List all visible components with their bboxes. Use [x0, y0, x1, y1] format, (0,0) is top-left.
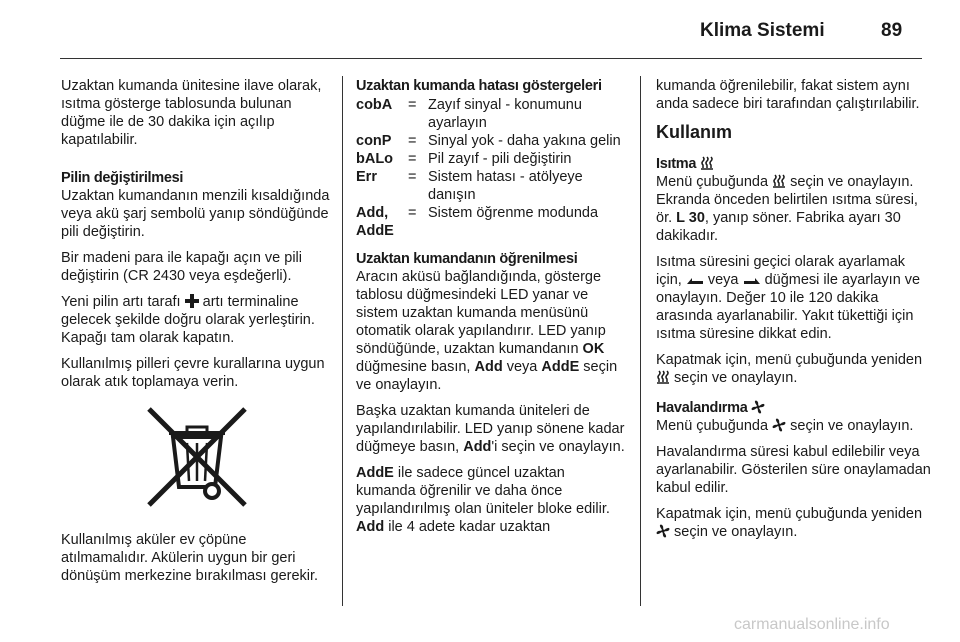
- column-middle: [356, 77, 628, 544]
- crossed-out-bin-icon: [147, 407, 247, 507]
- error-code: cobA: [356, 97, 393, 113]
- fan-icon: [656, 524, 670, 538]
- error-code-table: [356, 96, 628, 240]
- table-row: conP = Sinyal yok - daha yakına gelin: [356, 132, 628, 150]
- error-code: Err: [356, 169, 377, 185]
- minus-arrow-icon: [686, 276, 704, 286]
- error-description: Sistem öğrenme modunda: [428, 205, 599, 221]
- column-right: [656, 77, 932, 549]
- plus-arrow-icon: [743, 276, 761, 286]
- subheading-ventilation: Havalandırma: [656, 399, 932, 417]
- paragraph: kumanda öğrenilebilir, fakat sistem aynı anda sadece biri tarafından çalıştırılabilir.: [656, 78, 920, 112]
- paragraph: Kapatmak için, menü çubuğunda yeniden seçin ve onaylayın.: [656, 506, 923, 540]
- subheading-heating: Isıtma: [656, 155, 932, 173]
- header-title: Klima Sistemi: [700, 20, 825, 41]
- paragraph: Kapatmak için, menü çubuğunda yeniden seçin ve onaylayın.: [656, 352, 923, 386]
- header-divider: [60, 58, 922, 59]
- table-row: bALo = Pil zayıf - pili değiştirin: [356, 150, 628, 168]
- paragraph: Uzaktan kumandanın menzili kısaldığında veya akü şarj sembolü yanıp söndüğünde pili değiştirin.: [61, 188, 330, 240]
- paragraph: Kullanılmış pilleri çevre kurallarına uygun olarak atık toplamaya verin.: [61, 356, 325, 390]
- page-number: 89: [881, 20, 903, 41]
- column-divider: [342, 76, 343, 606]
- table-row: Err = Sistem hatası - atölyeye danışın: [356, 168, 628, 204]
- heating-icon: [656, 370, 670, 384]
- paragraph: Kullanılmış aküler ev çöpüne atılmamalıdır. Akülerin uygun bir geri dönüşüm merkezine bırakılması gerekir.: [61, 532, 319, 584]
- heating-icon: [772, 174, 786, 188]
- paragraph: Menü çubuğunda seçin ve onaylayın. Ekranda önceden belirtilen ısıtma süresi, ör. L 30, yanıp söner. Fabrika ayarı 30 dakikadır.: [656, 174, 918, 244]
- section-heading-usage: Kullanım: [656, 122, 733, 142]
- error-description: Zayıf sinyal - konumunu ayarlayın: [428, 97, 582, 131]
- section-heading-battery: Pilin değiştirilmesi: [61, 170, 184, 186]
- heating-icon: [700, 156, 714, 170]
- column-divider: [640, 76, 641, 606]
- paragraph: Havalandırma süresi kabul edilebilir veya ayarlanabilir. Gösterilen süre onaylamadan kabul edilir.: [656, 444, 931, 496]
- table-row: cobA = Zayıf sinyal - konumunu ayarlayın: [356, 96, 628, 132]
- error-description: Sistem hatası - atölyeye danışın: [428, 169, 583, 203]
- paragraph: Uzaktan kumanda ünitesine ilave olarak, ısıtma gösterge tablosunda bulunan düğme ile de 30 dakika için açılıp kapatılabilir.: [61, 78, 322, 148]
- paragraph: Isıtma süresini geçici olarak ayarlamak için, veya düğmesi ile ayarlayın ve onaylayın. Değer 10 ile 120 dakika arasında ayarlanabilir. Yakıt tükettiği için ısıtma süresine dikkat edin.: [656, 254, 921, 342]
- paragraph: Aracın aküsü bağlandığında, gösterge tablosu düğmesindeki LED yanar ve sistem uzaktan kumanda menüsünü otomatik olarak yapılandırır. LED yanıp söndüğünde, uzaktan kumandanın OK düğmesine basın, Add veya AddE seçin ve onaylayın.: [356, 269, 618, 393]
- column-left: [61, 77, 333, 593]
- paragraph: Menü çubuğunda seçin ve onaylayın.: [656, 418, 914, 434]
- plus-icon: [185, 294, 199, 308]
- section-heading-errors: Uzaktan kumanda hatası göstergeleri: [356, 78, 602, 94]
- error-code: Add, AddE: [356, 205, 394, 239]
- fan-icon: [751, 400, 765, 414]
- paragraph: Başka uzaktan kumanda üniteleri de yapılandırılabilir. LED yanıp sönene kadar düğmeye basın, Add'i seçin ve onaylayın.: [356, 403, 625, 455]
- error-code: conP: [356, 133, 392, 149]
- section-heading-learning: Uzaktan kumandanın öğrenilmesi: [356, 251, 578, 267]
- fan-icon: [772, 418, 786, 432]
- watermark: carmanualsonline.info: [734, 616, 890, 633]
- paragraph: AddE ile sadece güncel uzaktan kumanda öğrenilir ve daha önce yapılandırılmış olan üniteler bloke edilir. Add ile 4 adete kadar uzaktan: [356, 465, 610, 535]
- paragraph: Yeni pilin artı tarafı artı terminaline gelecek şekilde doğru olarak yerleştirin. Kapağı tam olarak kapatın.: [61, 294, 315, 346]
- error-description: Sinyal yok - daha yakına gelin: [428, 133, 621, 149]
- error-description: Pil zayıf - pili değiştirin: [428, 151, 572, 167]
- table-row: Add, AddE = Sistem öğrenme modunda: [356, 204, 628, 240]
- error-code: bALo: [356, 151, 394, 167]
- paragraph: Bir madeni para ile kapağı açın ve pili değiştirin (CR 2430 veya eşdeğerli).: [61, 250, 302, 284]
